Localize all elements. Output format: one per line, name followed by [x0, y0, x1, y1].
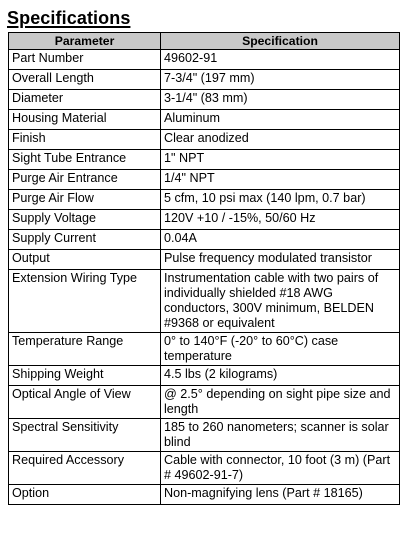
parameter-cell: Part Number [9, 50, 161, 70]
specifications-table [8, 32, 400, 505]
table-row [9, 70, 400, 90]
parameter-cell: Extension Wiring Type [9, 270, 161, 333]
column-header-parameter: Parameter [9, 33, 161, 50]
specification-cell: Non-magnifying lens (Part # 18165) [161, 485, 400, 505]
specification-cell: Clear anodized [161, 130, 400, 150]
table-row [9, 150, 400, 170]
specification-cell: 120V +10 / -15%, 50/60 Hz [161, 210, 400, 230]
column-header-specification: Specification [161, 33, 400, 50]
table-row [9, 130, 400, 150]
parameter-cell: Optical Angle of View [9, 386, 161, 419]
table-row [9, 386, 400, 419]
table-row [9, 419, 400, 452]
table-row [9, 110, 400, 130]
parameter-cell: Temperature Range [9, 333, 161, 366]
specification-cell: 5 cfm, 10 psi max (140 lpm, 0.7 bar) [161, 190, 400, 210]
specification-cell: 49602-91 [161, 50, 400, 70]
table-row [9, 485, 400, 505]
specification-cell: 1/4" NPT [161, 170, 400, 190]
parameter-cell: Supply Voltage [9, 210, 161, 230]
table-row [9, 90, 400, 110]
specification-cell: 4.5 lbs (2 kilograms) [161, 366, 400, 386]
parameter-cell: Required Accessory [9, 452, 161, 485]
table-row [9, 50, 400, 70]
table-row [9, 210, 400, 230]
parameter-cell: Sight Tube Entrance [9, 150, 161, 170]
table-row [9, 366, 400, 386]
table-row [9, 190, 400, 210]
parameter-cell: Output [9, 250, 161, 270]
page-title: Specifications [7, 8, 131, 28]
table-row [9, 170, 400, 190]
specification-cell: 1" NPT [161, 150, 400, 170]
parameter-cell: Overall Length [9, 70, 161, 90]
parameter-cell: Spectral Sensitivity [9, 419, 161, 452]
specification-cell: @ 2.5° depending on sight pipe size and length [161, 386, 400, 419]
parameter-cell: Diameter [9, 90, 161, 110]
parameter-cell: Option [9, 485, 161, 505]
parameter-cell: Purge Air Entrance [9, 170, 161, 190]
parameter-cell: Housing Material [9, 110, 161, 130]
specification-cell: 185 to 260 nanometers; scanner is solar blind [161, 419, 400, 452]
specification-cell: Cable with connector, 10 foot (3 m) (Part # 49602-91-7) [161, 452, 400, 485]
parameter-cell: Supply Current [9, 230, 161, 250]
specification-cell: Aluminum [161, 110, 400, 130]
parameter-cell: Purge Air Flow [9, 190, 161, 210]
table-header-row [9, 33, 400, 50]
table-row [9, 270, 400, 333]
table-row [9, 452, 400, 485]
specification-cell: 3-1/4" (83 mm) [161, 90, 400, 110]
specification-cell: 7-3/4" (197 mm) [161, 70, 400, 90]
parameter-cell: Finish [9, 130, 161, 150]
specification-cell: 0° to 140°F (-20° to 60°C) case temperature [161, 333, 400, 366]
specification-cell: Instrumentation cable with two pairs of individually shielded #18 AWG conductors, 300V minimum, BELDEN #9368 or equivalent [161, 270, 400, 333]
table-row [9, 230, 400, 250]
parameter-cell: Shipping Weight [9, 366, 161, 386]
specification-cell: 0.04A [161, 230, 400, 250]
table-row [9, 250, 400, 270]
table-row [9, 333, 400, 366]
specification-cell: Pulse frequency modulated transistor [161, 250, 400, 270]
